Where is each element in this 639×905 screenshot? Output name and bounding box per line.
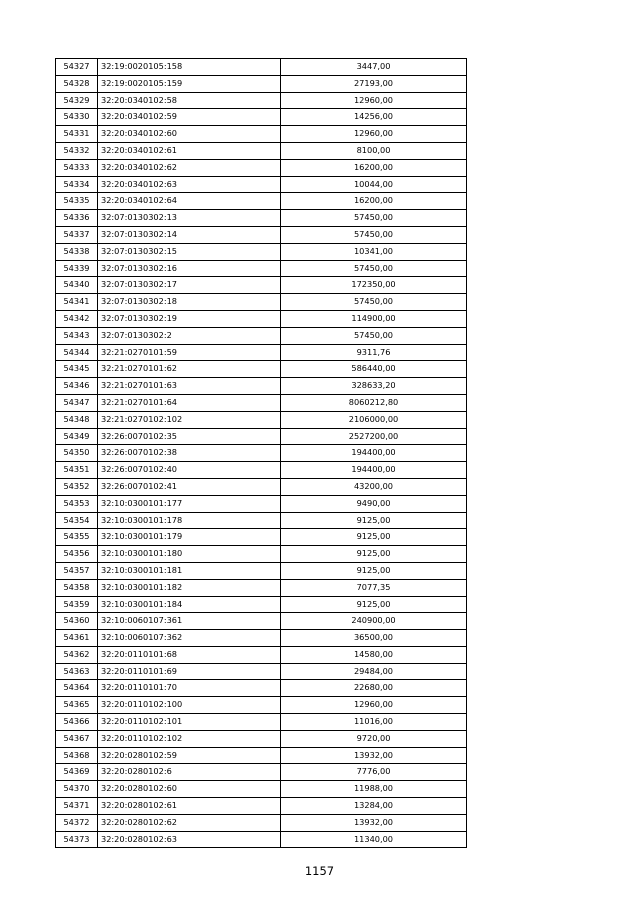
cadastral-number-cell: 32:20:0340102:59 xyxy=(98,109,281,126)
cadastral-number-cell: 32:26:0070102:40 xyxy=(98,462,281,479)
value-cell: 57450,00 xyxy=(281,294,467,311)
table-row xyxy=(56,126,467,143)
table-row xyxy=(56,714,467,731)
cadastral-number-cell: 32:26:0070102:35 xyxy=(98,428,281,445)
row-number-cell: 54352 xyxy=(56,478,98,495)
cadastral-number-cell: 32:21:0270101:59 xyxy=(98,344,281,361)
table-row xyxy=(56,730,467,747)
value-cell: 9720,00 xyxy=(281,730,467,747)
cadastral-number-cell: 32:20:0110101:69 xyxy=(98,663,281,680)
cadastral-number-cell: 32:20:0110102:100 xyxy=(98,697,281,714)
value-cell: 13932,00 xyxy=(281,747,467,764)
row-number-cell: 54347 xyxy=(56,394,98,411)
value-cell: 9125,00 xyxy=(281,512,467,529)
table-row xyxy=(56,596,467,613)
table-row xyxy=(56,462,467,479)
row-number-cell: 54363 xyxy=(56,663,98,680)
value-cell: 16200,00 xyxy=(281,193,467,210)
table-row xyxy=(56,680,467,697)
table-row xyxy=(56,495,467,512)
table-row xyxy=(56,697,467,714)
cadastral-number-cell: 32:20:0280102:59 xyxy=(98,747,281,764)
row-number-cell: 54350 xyxy=(56,445,98,462)
cadastral-number-cell: 32:26:0070102:41 xyxy=(98,478,281,495)
row-number-cell: 54332 xyxy=(56,142,98,159)
value-cell: 57450,00 xyxy=(281,327,467,344)
value-cell: 12960,00 xyxy=(281,697,467,714)
row-number-cell: 54348 xyxy=(56,411,98,428)
table-row xyxy=(56,512,467,529)
value-cell: 194400,00 xyxy=(281,445,467,462)
cadastral-number-cell: 32:07:0130302:17 xyxy=(98,277,281,294)
row-number-cell: 54370 xyxy=(56,781,98,798)
cadastral-number-cell: 32:20:0110102:101 xyxy=(98,714,281,731)
value-cell: 11988,00 xyxy=(281,781,467,798)
table-row xyxy=(56,310,467,327)
value-cell: 14580,00 xyxy=(281,646,467,663)
row-number-cell: 54343 xyxy=(56,327,98,344)
table-row xyxy=(56,294,467,311)
row-number-cell: 54344 xyxy=(56,344,98,361)
row-number-cell: 54342 xyxy=(56,310,98,327)
table-row xyxy=(56,361,467,378)
row-number-cell: 54367 xyxy=(56,730,98,747)
row-number-cell: 54341 xyxy=(56,294,98,311)
cadastral-number-cell: 32:07:0130302:16 xyxy=(98,260,281,277)
row-number-cell: 54358 xyxy=(56,579,98,596)
table-row xyxy=(56,394,467,411)
cadastral-number-cell: 32:21:0270101:64 xyxy=(98,394,281,411)
table-row xyxy=(56,243,467,260)
row-number-cell: 54355 xyxy=(56,529,98,546)
row-number-cell: 54334 xyxy=(56,176,98,193)
row-number-cell: 54351 xyxy=(56,462,98,479)
row-number-cell: 54360 xyxy=(56,613,98,630)
table-row xyxy=(56,92,467,109)
row-number-cell: 54333 xyxy=(56,159,98,176)
cadastral-number-cell: 32:10:0300101:179 xyxy=(98,529,281,546)
row-number-cell: 54346 xyxy=(56,378,98,395)
value-cell: 43200,00 xyxy=(281,478,467,495)
table-row xyxy=(56,176,467,193)
cadastral-number-cell: 32:19:0020105:159 xyxy=(98,75,281,92)
cadastral-number-cell: 32:20:0340102:63 xyxy=(98,176,281,193)
value-cell: 57450,00 xyxy=(281,210,467,227)
cadastral-number-cell: 32:10:0060107:361 xyxy=(98,613,281,630)
table-row xyxy=(56,814,467,831)
value-cell: 7776,00 xyxy=(281,764,467,781)
value-cell: 9490,00 xyxy=(281,495,467,512)
row-number-cell: 54357 xyxy=(56,562,98,579)
row-number-cell: 54331 xyxy=(56,126,98,143)
table-row xyxy=(56,226,467,243)
value-cell: 36500,00 xyxy=(281,630,467,647)
table-row xyxy=(56,478,467,495)
value-cell: 3447,00 xyxy=(281,59,467,76)
table-row xyxy=(56,344,467,361)
cadastral-number-cell: 32:20:0110102:102 xyxy=(98,730,281,747)
row-number-cell: 54371 xyxy=(56,798,98,815)
cadastral-number-cell: 32:20:0110101:68 xyxy=(98,646,281,663)
cadastral-number-cell: 32:20:0280102:60 xyxy=(98,781,281,798)
table-row xyxy=(56,428,467,445)
table-row xyxy=(56,327,467,344)
row-number-cell: 54361 xyxy=(56,630,98,647)
value-cell: 2106000,00 xyxy=(281,411,467,428)
registry-table-body xyxy=(56,59,467,848)
row-number-cell: 54369 xyxy=(56,764,98,781)
table-row xyxy=(56,562,467,579)
row-number-cell: 54328 xyxy=(56,75,98,92)
value-cell: 10341,00 xyxy=(281,243,467,260)
page-number: 1157 xyxy=(304,864,335,878)
row-number-cell: 54349 xyxy=(56,428,98,445)
value-cell: 240900,00 xyxy=(281,613,467,630)
row-number-cell: 54372 xyxy=(56,814,98,831)
cadastral-number-cell: 32:20:0280102:6 xyxy=(98,764,281,781)
row-number-cell: 54365 xyxy=(56,697,98,714)
table-row xyxy=(56,75,467,92)
cadastral-number-cell: 32:21:0270101:63 xyxy=(98,378,281,395)
cadastral-number-cell: 32:10:0300101:184 xyxy=(98,596,281,613)
cadastral-number-cell: 32:21:0270102:102 xyxy=(98,411,281,428)
row-number-cell: 54339 xyxy=(56,260,98,277)
value-cell: 9311,76 xyxy=(281,344,467,361)
cadastral-number-cell: 32:07:0130302:15 xyxy=(98,243,281,260)
table-row xyxy=(56,210,467,227)
value-cell: 11340,00 xyxy=(281,831,467,848)
row-number-cell: 54345 xyxy=(56,361,98,378)
cadastral-number-cell: 32:20:0280102:61 xyxy=(98,798,281,815)
value-cell: 27193,00 xyxy=(281,75,467,92)
cadastral-number-cell: 32:10:0300101:180 xyxy=(98,546,281,563)
cadastral-number-cell: 32:20:0110101:70 xyxy=(98,680,281,697)
cadastral-number-cell: 32:20:0280102:63 xyxy=(98,831,281,848)
value-cell: 29484,00 xyxy=(281,663,467,680)
row-number-cell: 54356 xyxy=(56,546,98,563)
cadastral-number-cell: 32:10:0300101:178 xyxy=(98,512,281,529)
value-cell: 194400,00 xyxy=(281,462,467,479)
cadastral-number-cell: 32:07:0130302:13 xyxy=(98,210,281,227)
row-number-cell: 54336 xyxy=(56,210,98,227)
cadastral-number-cell: 32:07:0130302:18 xyxy=(98,294,281,311)
value-cell: 8100,00 xyxy=(281,142,467,159)
cadastral-number-cell: 32:07:0130302:2 xyxy=(98,327,281,344)
row-number-cell: 54330 xyxy=(56,109,98,126)
table-row xyxy=(56,159,467,176)
row-number-cell: 54362 xyxy=(56,646,98,663)
cadastral-number-cell: 32:19:0020105:158 xyxy=(98,59,281,76)
cadastral-number-cell: 32:07:0130302:14 xyxy=(98,226,281,243)
table-row xyxy=(56,378,467,395)
cadastral-number-cell: 32:20:0280102:62 xyxy=(98,814,281,831)
row-number-cell: 54327 xyxy=(56,59,98,76)
table-row xyxy=(56,277,467,294)
cadastral-number-cell: 32:07:0130302:19 xyxy=(98,310,281,327)
row-number-cell: 54364 xyxy=(56,680,98,697)
value-cell: 172350,00 xyxy=(281,277,467,294)
value-cell: 114900,00 xyxy=(281,310,467,327)
table-row xyxy=(56,764,467,781)
row-number-cell: 54338 xyxy=(56,243,98,260)
table-row xyxy=(56,59,467,76)
table-row xyxy=(56,798,467,815)
row-number-cell: 54366 xyxy=(56,714,98,731)
row-number-cell: 54335 xyxy=(56,193,98,210)
value-cell: 13932,00 xyxy=(281,814,467,831)
row-number-cell: 54329 xyxy=(56,92,98,109)
table-row xyxy=(56,445,467,462)
value-cell: 9125,00 xyxy=(281,596,467,613)
cadastral-number-cell: 32:20:0340102:60 xyxy=(98,126,281,143)
row-number-cell: 54359 xyxy=(56,596,98,613)
value-cell: 16200,00 xyxy=(281,159,467,176)
cadastral-number-cell: 32:10:0300101:182 xyxy=(98,579,281,596)
value-cell: 8060212,80 xyxy=(281,394,467,411)
registry-table xyxy=(55,58,467,848)
cadastral-number-cell: 32:20:0340102:58 xyxy=(98,92,281,109)
row-number-cell: 54353 xyxy=(56,495,98,512)
value-cell: 14256,00 xyxy=(281,109,467,126)
table-row xyxy=(56,142,467,159)
table-row xyxy=(56,109,467,126)
cadastral-number-cell: 32:20:0340102:64 xyxy=(98,193,281,210)
table-row xyxy=(56,546,467,563)
value-cell: 12960,00 xyxy=(281,92,467,109)
row-number-cell: 54337 xyxy=(56,226,98,243)
table-row xyxy=(56,613,467,630)
value-cell: 9125,00 xyxy=(281,546,467,563)
value-cell: 7077,35 xyxy=(281,579,467,596)
table-row xyxy=(56,260,467,277)
value-cell: 2527200,00 xyxy=(281,428,467,445)
table-row xyxy=(56,747,467,764)
value-cell: 22680,00 xyxy=(281,680,467,697)
value-cell: 10044,00 xyxy=(281,176,467,193)
value-cell: 11016,00 xyxy=(281,714,467,731)
cadastral-number-cell: 32:20:0340102:61 xyxy=(98,142,281,159)
table-row xyxy=(56,193,467,210)
row-number-cell: 54354 xyxy=(56,512,98,529)
row-number-cell: 54373 xyxy=(56,831,98,848)
value-cell: 57450,00 xyxy=(281,226,467,243)
value-cell: 57450,00 xyxy=(281,260,467,277)
value-cell: 13284,00 xyxy=(281,798,467,815)
value-cell: 9125,00 xyxy=(281,529,467,546)
cadastral-number-cell: 32:10:0300101:181 xyxy=(98,562,281,579)
cadastral-number-cell: 32:21:0270101:62 xyxy=(98,361,281,378)
table-row xyxy=(56,411,467,428)
cadastral-number-cell: 32:20:0340102:62 xyxy=(98,159,281,176)
cadastral-number-cell: 32:10:0060107:362 xyxy=(98,630,281,647)
table-row xyxy=(56,630,467,647)
value-cell: 12960,00 xyxy=(281,126,467,143)
cadastral-number-cell: 32:26:0070102:38 xyxy=(98,445,281,462)
value-cell: 586440,00 xyxy=(281,361,467,378)
row-number-cell: 54340 xyxy=(56,277,98,294)
table-row xyxy=(56,663,467,680)
table-row xyxy=(56,579,467,596)
value-cell: 9125,00 xyxy=(281,562,467,579)
value-cell: 328633,20 xyxy=(281,378,467,395)
table-row xyxy=(56,831,467,848)
table-row xyxy=(56,646,467,663)
table-row xyxy=(56,781,467,798)
cadastral-number-cell: 32:10:0300101:177 xyxy=(98,495,281,512)
table-row xyxy=(56,529,467,546)
row-number-cell: 54368 xyxy=(56,747,98,764)
